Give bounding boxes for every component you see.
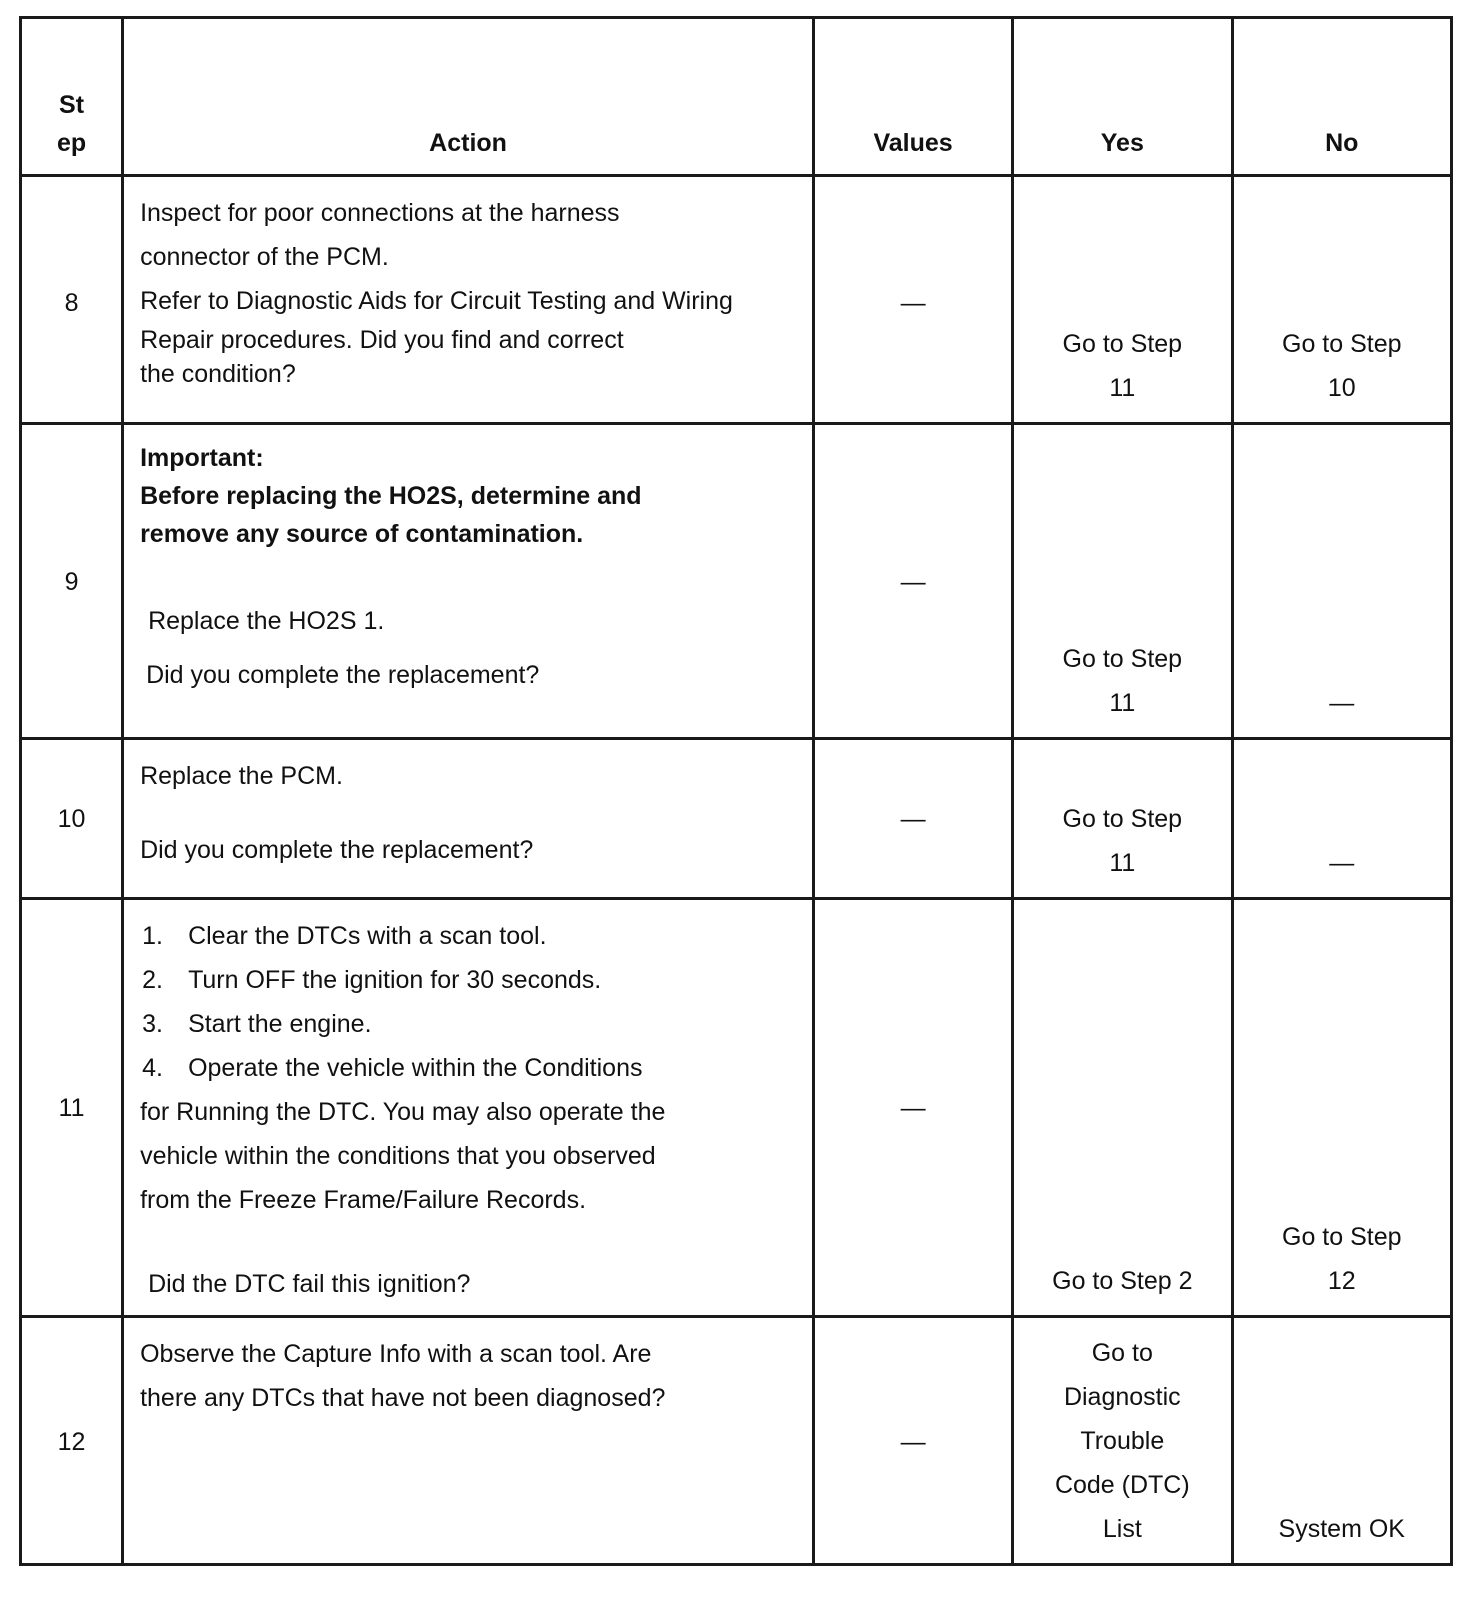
- list-item: 2. Turn OFF the ignition for 30 seconds.: [142, 966, 602, 994]
- action-line: Replace the HO2S 1.: [148, 607, 385, 635]
- table-row: [21, 1317, 1452, 1565]
- step-number: 8: [64, 289, 79, 317]
- values-cell: [814, 1317, 1013, 1565]
- action-cell: [123, 176, 814, 424]
- step-cell: [21, 176, 123, 424]
- no-cell: [1232, 899, 1451, 1317]
- no-result: Go to Step 12: [1282, 1223, 1402, 1295]
- yes-cell: [1013, 424, 1232, 739]
- action-line: connector of the PCM.: [140, 243, 389, 271]
- no-cell: [1232, 739, 1451, 899]
- yes-result: Go to Step 11: [1062, 805, 1183, 877]
- diagnostic-table: [19, 16, 1453, 1566]
- step-number: 12: [57, 1428, 86, 1456]
- step-number: 10: [57, 805, 86, 833]
- action-cell: [123, 1317, 814, 1565]
- important-line: Before replacing the HO2S, determine and: [140, 482, 642, 510]
- action-question: Did the DTC fail this ignition?: [148, 1270, 471, 1298]
- header-step: [21, 18, 123, 176]
- important-label: Important:: [140, 444, 264, 472]
- yes-cell: [1013, 1317, 1232, 1565]
- header-step-line1: St: [59, 91, 85, 119]
- action-line: Repair procedures. Did you find and correct: [140, 326, 624, 354]
- action-line: vehicle within the conditions that you observed: [140, 1142, 656, 1170]
- action-line: there any DTCs that have not been diagnosed?: [140, 1384, 666, 1412]
- header-values: Values: [814, 18, 1013, 176]
- values-cell: [814, 899, 1013, 1317]
- step-cell: [21, 739, 123, 899]
- no-result: System OK: [1278, 1515, 1405, 1543]
- action-line: the condition?: [140, 360, 296, 388]
- action-line: from the Freeze Frame/Failure Records.: [140, 1186, 587, 1214]
- action-line: Replace the PCM.: [140, 762, 343, 790]
- action-cell: [123, 424, 814, 739]
- yes-result: Go to Diagnostic Trouble Code (DTC) List: [1054, 1339, 1190, 1543]
- yes-cell: [1013, 739, 1232, 899]
- no-result: —: [1329, 849, 1355, 877]
- list-item: 3. Start the engine.: [142, 1010, 372, 1038]
- action-line: Did you complete the replacement?: [146, 661, 540, 689]
- values-dash: —: [900, 568, 926, 596]
- values-dash: —: [900, 805, 926, 833]
- values-cell: [814, 176, 1013, 424]
- action-line: Observe the Capture Info with a scan tool. Are: [140, 1340, 652, 1368]
- list-item: 1. Clear the DTCs with a scan tool.: [142, 922, 547, 950]
- values-cell: [814, 424, 1013, 739]
- table-row: [21, 739, 1452, 899]
- no-result: —: [1329, 689, 1355, 717]
- table-row: [21, 899, 1452, 1317]
- values-cell: [814, 739, 1013, 899]
- action-cell: [123, 899, 814, 1317]
- values-dash: —: [900, 1094, 926, 1122]
- step-number: 11: [58, 1094, 85, 1122]
- action-line: Inspect for poor connections at the harness: [140, 199, 620, 227]
- yes-result: Go to Step 11: [1062, 645, 1183, 717]
- step-number: 9: [64, 568, 79, 596]
- action-line: Did you complete the replacement?: [140, 836, 534, 864]
- table-row: [21, 424, 1452, 739]
- yes-cell: [1013, 899, 1232, 1317]
- no-cell: [1232, 176, 1451, 424]
- list-item: 4. Operate the vehicle within the Conditions: [142, 1054, 643, 1082]
- yes-result: Go to Step 2: [1052, 1267, 1193, 1295]
- action-line: for Running the DTC. You may also operate the: [140, 1098, 666, 1126]
- no-cell: [1232, 424, 1451, 739]
- no-cell: [1232, 1317, 1451, 1565]
- step-cell: [21, 424, 123, 739]
- yes-cell: [1013, 176, 1232, 424]
- important-line: remove any source of contamination.: [140, 520, 584, 548]
- step-cell: [21, 899, 123, 1317]
- header-row: [21, 18, 1452, 176]
- header-yes: Yes: [1013, 18, 1232, 176]
- action-cell: [123, 739, 814, 899]
- header-action: Action: [123, 18, 814, 176]
- values-dash: —: [900, 1428, 926, 1456]
- header-step-line2: ep: [56, 129, 87, 157]
- yes-result: Go to Step 11: [1062, 330, 1183, 402]
- no-result: Go to Step 10: [1282, 330, 1402, 402]
- table-row: [21, 176, 1452, 424]
- step-cell: [21, 1317, 123, 1565]
- values-dash: —: [900, 289, 926, 317]
- action-line: Refer to Diagnostic Aids for Circuit Testing and Wiring: [140, 287, 733, 315]
- header-no: No: [1232, 18, 1451, 176]
